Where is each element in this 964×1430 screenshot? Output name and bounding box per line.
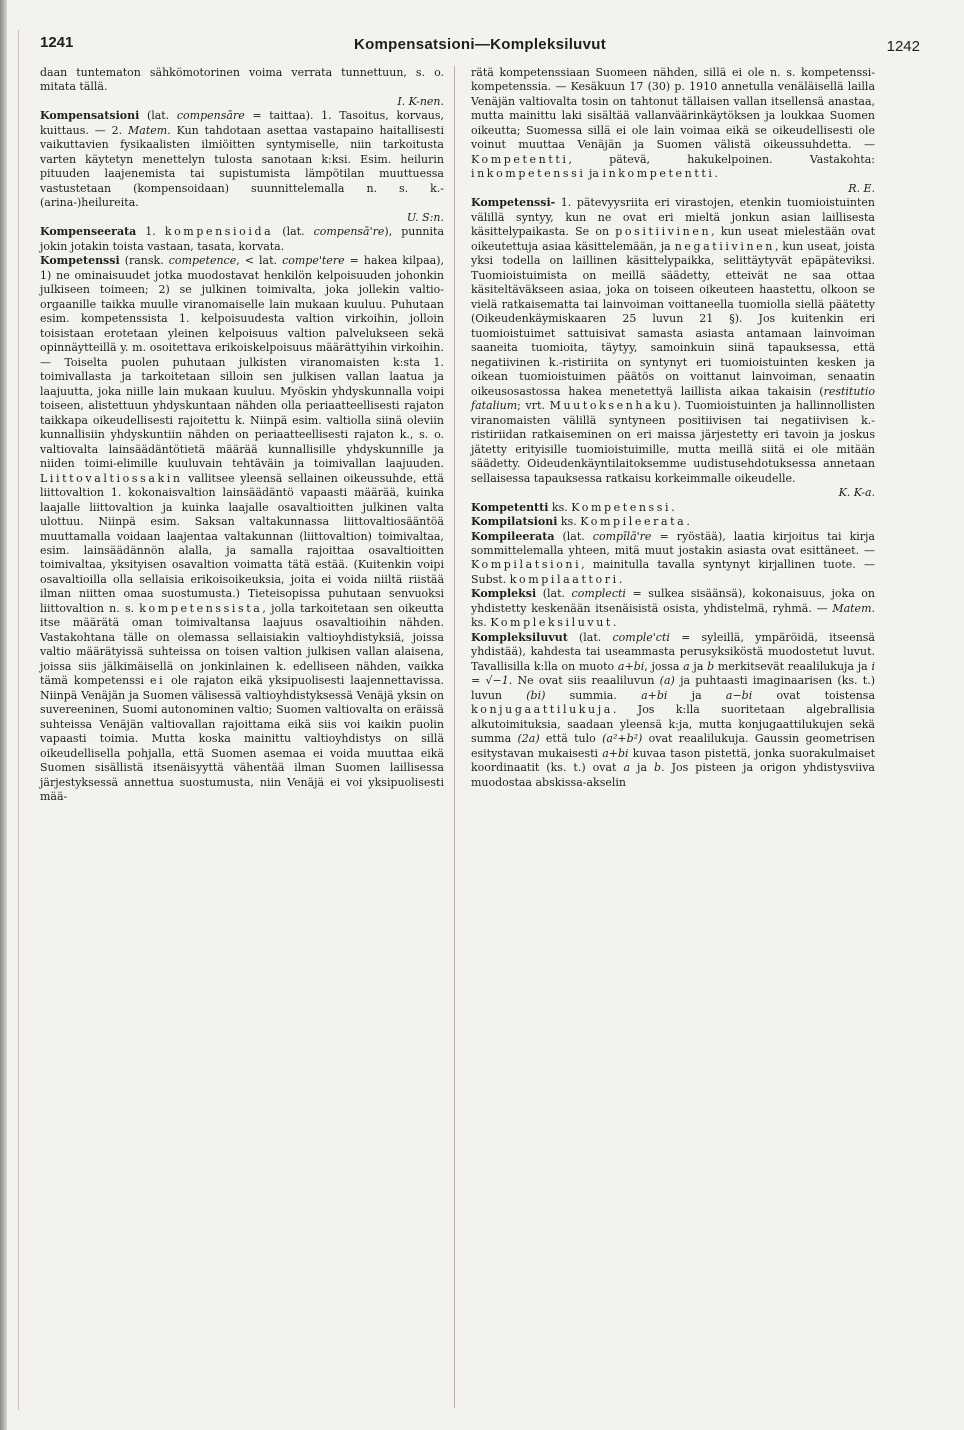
text: , < lat.: [236, 254, 283, 268]
spaced-term: inkompetenssi: [471, 167, 586, 181]
text: .: [671, 500, 675, 514]
headword: Kompensatsioni: [40, 109, 140, 123]
headword: Kompleksi: [471, 587, 537, 601]
text: 1. pätevyysriita eri virastojen, etenkin tuomioistuinten välillä syntyy, kun ne ovat eri mieltä jonkun asian laillisesta käsittelypaikasta. Se on: [471, 196, 875, 239]
text: , mainitulla tavalla syntynyt kirjallinen tuote. — Subst.: [471, 558, 875, 586]
text: daan tuntematon sähkömotorinen voima verrata tunnettuun, s. o. mitata tällä.: [40, 66, 444, 94]
spaced-term: Kompleksiluvut: [490, 616, 613, 630]
formula: a+bi: [602, 746, 629, 760]
formula: b: [654, 761, 662, 775]
spaced-term: Liittovaltiossakin: [40, 471, 183, 485]
spaced-term: ei: [149, 674, 166, 688]
page-number-left: 1241: [40, 34, 74, 51]
spaced-term: konjugaattilukuja: [471, 703, 613, 717]
spaced-term: inkompetentti: [602, 167, 715, 181]
text: ja: [585, 167, 603, 181]
formula: a−bi: [725, 688, 753, 702]
text: = ryöstää), laatia kirjoitus tai kirja sommittelemalla yhteen, mitä muut jostakin asiasta ovat esittäneet. —: [471, 529, 875, 557]
running-head: Kompensatsioni—Kompleksiluvut: [353, 36, 607, 53]
text: = taittaa). 1. Tasoitus, korvaus, kuittaus. — 2.: [40, 109, 444, 137]
spaced-term: Kompilatsioni: [471, 558, 582, 572]
text: ). Tuomioistuinten ja hallinnollisten viranomaisten välillä syntyneen positiivisen tai negatiivisen k.-ristiriidan ratkaiseminen on eri maissa järjestetty eri tavoin ja joskus jätetty erityisille tuomioistuimille, mutta meillä siitä ei ole mitään säädetty. Oideudenkäyntilaitoksemme uudistusehdotuksessa annetaan sellaisessa tapauksessa ratkaisu korkeimmalle oikeudelle.: [471, 399, 875, 485]
page-header: [40, 34, 920, 60]
page-number-right: 1242: [886, 38, 920, 55]
text: ja: [630, 761, 655, 775]
author-signature: K. K-a.: [838, 486, 875, 500]
spaced-term: kompilaattori: [509, 572, 619, 586]
text: ja puhtaasti imaginaarisen (ks. t.) luvun: [471, 674, 875, 702]
text: , kun useat mielestään ovat oikeutettuja asiaa käsittelemään, ja: [471, 225, 875, 253]
latin-term: complecti: [571, 587, 626, 601]
spaced-term: kompensioida: [164, 225, 274, 239]
text: . Jos pisteen ja origon yhdistysviiva muodostaa abskissa-akselin: [471, 761, 875, 789]
text: ks.: [471, 616, 491, 630]
spaced-term: Muutoksenhaku: [549, 399, 674, 413]
headword: Kompetenssi: [40, 254, 120, 268]
author-signature: I. K-nen.: [397, 94, 444, 108]
latin-term: compensāre: [176, 109, 245, 123]
entry-kompetenssiriita: [471, 196, 875, 486]
text: ), punnita jokin jotakin toista vastaan, tasata, korvata.: [40, 225, 444, 253]
spaced-term: kompetenssista: [139, 601, 263, 615]
right-column: [471, 66, 875, 790]
latin-term: compensā're: [313, 225, 385, 239]
spaced-term: Kompetenssi: [571, 500, 672, 514]
headword: Kompenseerata: [40, 225, 137, 239]
latin-term: restitutio fatalium: [471, 384, 875, 413]
text: ja: [667, 688, 726, 702]
spaced-term: Kompileerata: [580, 515, 687, 529]
headword: Kompetenssi-: [471, 196, 556, 210]
text: .: [714, 167, 719, 181]
text: kuvaa tason pistettä, jonka suorakulmaiset koordinaatit (ks. t.) ovat: [471, 746, 875, 775]
spaced-term: Kompetentti: [471, 152, 569, 166]
formula: b: [707, 659, 715, 673]
field-label: Matem.: [128, 123, 171, 137]
text: . Jos k:lla suoritetaan algebrallisia alkutoimituksia, saadaan yleensä k:ja, mutta konjugaattilukujen sekä summa: [471, 703, 875, 746]
text: ja: [689, 659, 708, 673]
text: (lat.: [139, 109, 177, 123]
formula: (a²+b²): [602, 732, 643, 746]
latin-term: comple'cti: [612, 630, 670, 644]
text: summia.: [545, 688, 642, 702]
page-edge-shadow: [0, 0, 7, 1430]
text: = sulkea sisäänsä), kokonaisuus, joka on yhdistetty keskenään itsenäisistä osista, yhdistelmä, ryhmä. —: [471, 587, 875, 615]
entry-kompilatsioni: [471, 515, 875, 529]
headword: Kompleksiluvut: [471, 630, 568, 644]
text: , kun useat, joista yksi todella on laillinen käsittelypaikka, selittäytyvät epäpäteviksi. Tuomioistuimista on meillä säädetty, etteivät ne saa ottaa käsiteltäväkseen asiaa, joka on toiseen oikeuteen haastettu, olkoon se vielä ratkaisematta tai lainvoiman voittaneella tuomiolla siellä päätetty (Oikeudenkäymiskaaren 25 luvun 21 §). Jos kuitenkin eri tuomioistuimet sattuisivat samasta asiasta antamaan lainvoiman saaneita tuomioita, täytyy, samoinkuin siinä tapauksessa, että negatiivinen k.-ristiriita on syntynyt eri tuomioistuinten kesken ja oikean tuomioistuimen päätös on voittanut lainvoiman, senaatin oikeusosastossa hakea menetettyä laillista aikaa takaisin (: [471, 239, 875, 398]
text: = hakea kilpaa), 1) ne ominaisuudet jotka muodostavat henkilön kelpoisuuden johonkin julkiseen toimeen; 2) se julkinen toimivalta, joka jollekin valtio-orgaanille taikka muulle viranomaiselle lain mukaan kuuluu. Puhutaan esim. kompetenssista 1. kelpoisuudesta valtion virkoihin, jolloin toisistaan erotetaan yleinen kelpoisuus valtion palvelukseen sekä opinnäytteillä y. m. osoitettava erikoiskelpoisuus määrättyihin virkoihin. — Toiselta puolen puhutaan julkisten viranomaisten k:sta 1. toimivallasta ja tarkoitetaan silloin sen julkisen vallan laatua ja laajuutta, joka niille lain mukaan kuuluu. Myöskin yhdyskunnalla voipi toiseen, alistettuun yhdyskuntaan nähden olla periaatteellisesti rajaton taikkapa oikeudellisesti rajoitettu k. Niinpä esim. valtiolla siinä oleviin kunnallisiin yhdyskuntiin nähden on periaatteellisesti rajaton k., s. o. valtiovalta lainsäädäntötietä määrää kunnallisille yhdyskunnille ja niiden toimi-elimille kuuluvain tehtäväin ja toimivallan laajuuden.: [40, 254, 444, 471]
column-divider: [454, 66, 455, 1408]
formula: a+bi: [617, 659, 645, 673]
text: 1.: [136, 225, 165, 239]
text: (lat.: [536, 587, 572, 601]
text: , jossa: [644, 659, 684, 673]
entry-continuation: [40, 66, 444, 95]
text: (lat.: [567, 630, 613, 644]
entry-kompetenssi: [40, 254, 444, 804]
formula: (2a): [517, 732, 540, 746]
field-label: Matem.: [832, 601, 875, 615]
latin-term: compīlā're: [592, 529, 652, 543]
text: ovat toistensa: [752, 688, 875, 702]
entry-kompileerata: [471, 530, 875, 588]
latin-term: compe'tere: [282, 254, 345, 268]
text: ks.: [557, 515, 581, 529]
text: , jolla tarkoitetaan sen oikeutta itse määrätä oman toimivaltansa laajuus osavaltioihin nähden. Vastakohtana tälle on olemassa sellaisiakin valtioyhdistyksiä, joissa valtio määrätyissä suhteissa on toisen valtion julkisen vallan alaisena, joissa siis jälkimäisellä on jonkinlainen k. edelliseen nähden, vaikka tämä kompetenssi: [40, 601, 444, 688]
formula: a: [683, 659, 690, 673]
text: .: [618, 572, 623, 586]
text: ; vrt.: [517, 399, 550, 413]
entry-kompenseerata: [40, 225, 444, 254]
text: (ransk.: [119, 254, 169, 268]
author-signature: R. E.: [848, 181, 875, 195]
entry-continuation: [471, 66, 875, 182]
formula: a+bi: [641, 688, 668, 702]
left-column: [40, 66, 444, 805]
entry-kompetentti: [471, 501, 875, 515]
text: ole rajaton eikä yksipuolisesti laajennettavissa. Niinpä Venäjän ja Suomen välisessä valtioyhdistyksessä Venäjä yksin on suvereeninen, Suomi autonominen valtio; Suomen valtiovalta on eräissä suhteissa Venäjän valtiovallan rajoittama eikä siis voi kaikin puolin vapaasti toimia. Mutta koska mainittu valtioyhdistys on sillä oikeudellisella pohjalla, että Suomen asemaa ei voida muuttaa eikä Suomen sisällistä itsenäisyyttä vähentää ilman Suomen laillisessa järjestyksessä annettua suostumusta, niin Venäjä ei voi yksipuolisesti mää-: [40, 674, 444, 804]
author-signature: U. S:n.: [406, 210, 444, 224]
text: vallitsee yleensä sellainen oikeussuhde, että liittovaltion 1. kokonaisvaltion lainsäädäntö vapaasti määrää, kuinka laajalle liittovaltion ja kuinka laajalle osavaltioitten julkinen valta ulottuu. Niinpä esim. Saksan valtakunnassa liittovaltiosääntöä muuttamalla voidaan laajentaa valtakunnan (liittovaltion) toimivaltaa, esim. lainsäädännön alalla, ja samalla rajoittaa osavaltioitten toimivaltaa, yksityisen osavaltion voimatta tätä estää. (Kuitenkin voipi osavaltioilla olla sellaisia erikoisoikeuksia, joita ei voida niiltä riistää ilman niitten omaa suostumusta.) Tieteisopissa puhutaan senvuoksi liittovaltion n. s.: [40, 471, 444, 615]
text: (lat.: [273, 225, 314, 239]
text: (lat.: [554, 529, 593, 543]
entry-kompensatsioni: [40, 109, 444, 210]
formula: (a): [659, 674, 675, 688]
text: Kun tahdotaan asettaa vastapaino haitallisesti vaikuttavien fysikaalisten ilmiöitten syntymiselle, niin tarkoitusta varten käytetyn menettelyn tulosta sanotaan k:ksi. Esim. heilurin pituuden laajenemista tai supistumista lämpötilan muuttuessa vastustetaan (kompensoidaan) suunnittelemalla n. s. k.-(arina-)heilureita.: [40, 123, 444, 210]
formula: (bi): [526, 688, 546, 702]
text: ks.: [548, 500, 572, 514]
text: .: [612, 616, 617, 630]
text: , pätevä, hakukelpoinen. Vastakohta:: [568, 152, 875, 166]
entry-kompleksiluvut: [471, 631, 875, 790]
text: . Ne ovat siis reaaliluvun: [508, 674, 660, 688]
spaced-term: positiivinen: [615, 225, 712, 239]
formula: a: [623, 761, 631, 775]
headword: Kompileerata: [471, 529, 555, 543]
text: = syleillä, ympäröidä, itseensä yhdistää), kahdesta tai useammasta perusyksiköstä muodostetut luvut. Tavallisilla k:lla on muoto: [471, 630, 875, 673]
headword: Kompetentti: [471, 500, 549, 514]
formula-sqrt: i = √−1: [471, 659, 875, 688]
text: merkitsevät reaalilukuja ja: [714, 659, 872, 673]
text: rätä kompetenssiaan Suomeen nähden, sillä ei ole n. s. kompetenssi-kompetenssia. — Kesäkuun 17 (30) p. 1910 annetulla venäläisellä lailla Venäjän valtiovalta tosin on tahtonut tällaisen vallan itsellensä anastaa, mutta mainittu laki sisältää vallanväärinkäytöksen ja loukkaa Suomen oikeutta; Suomessa sillä ei ole lain voimaa eikä se oikeudellisesti ole voinut muuttaa Venäjän ja Suomen välistä oikeussuhdetta. —: [471, 66, 875, 152]
text: että tulo: [539, 732, 603, 746]
text: ovat reaalilukuja. Gaussin geometrisen esitystavan mukaisesti: [471, 732, 875, 760]
page-margin-line: [18, 30, 19, 1410]
text: .: [686, 515, 690, 529]
entry-kompleksi: [471, 587, 875, 630]
headword: Kompilatsioni: [471, 515, 558, 529]
spaced-term: negatiivinen: [674, 239, 775, 253]
french-term: competence: [168, 254, 237, 268]
